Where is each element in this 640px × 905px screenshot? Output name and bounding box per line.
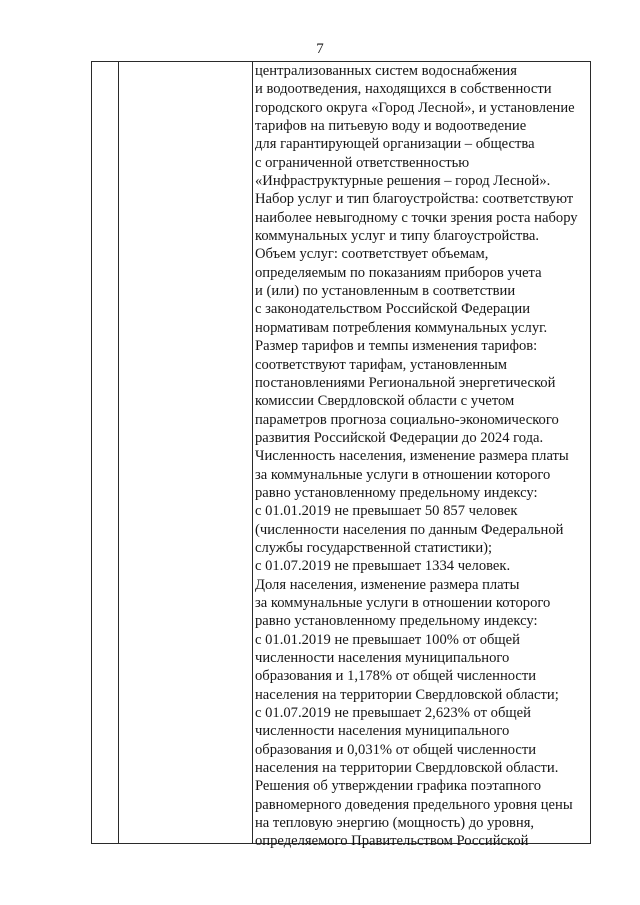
text-line: соответствуют тарифам, установленным — [255, 356, 508, 373]
text-line: тарифов на питьевую воду и водоотведение — [255, 118, 527, 135]
text-line: численности населения муниципального — [255, 650, 510, 666]
text-line: «Инфраструктурные решения – город Лесной». — [255, 173, 551, 190]
text-line: населения на территории Свердловской области. — [255, 760, 559, 777]
text-line: определяемым по показаниям приборов учета — [255, 264, 542, 281]
text-line: для гарантирующей организации – общества — [255, 136, 535, 153]
text-line: с 01.01.2019 не превышает 50 857 человек — [255, 503, 518, 520]
text-line: Решения об утверждении графика поэтапного — [255, 778, 542, 795]
text-line: Размер тарифов и темпы изменения тарифов: — [255, 338, 538, 355]
text-line: и (или) по установленным в соответствии — [255, 283, 516, 300]
text-line: наиболее невыгодному с точки зрения роста набору — [255, 209, 578, 226]
text-line: с 01.01.2019 не превышает 100% от общей — [255, 631, 520, 648]
text-line: развития Российской Федерации до 2024 года. — [255, 429, 544, 446]
document-table — [91, 61, 591, 850]
text-line: с законодательством Российской Федерации — [255, 301, 531, 318]
text-line: постановлениями Региональной энергетической — [255, 374, 556, 391]
text-line: образования и 0,031% от общей численности — [255, 741, 537, 758]
column-divider-2 — [252, 62, 253, 843]
text-line: комиссии Свердловской области с учетом — [255, 393, 515, 410]
text-line: параметров прогноза социально-экономического — [255, 411, 559, 428]
text-line: (численности населения по данным Федеральной — [255, 521, 564, 538]
text-line: коммунальных услуг и типу благоустройства. — [255, 228, 540, 245]
text-line: образования и 1,178% от общей численности — [255, 668, 537, 685]
text-line: нормативам потребления коммунальных услуг. — [255, 319, 548, 336]
text-line: Набор услуг и тип благоустройства: соответствуют — [255, 191, 574, 208]
text-line: населения на территории Свердловской области; — [255, 686, 559, 703]
page-number: 7 — [316, 41, 324, 57]
text-line: определяемого Правительством Российской — [255, 833, 529, 850]
text-line: численности населения муниципального — [255, 723, 510, 740]
text-line: и водоотведения, находящихся в собственности — [255, 81, 552, 98]
text-line: централизованных систем водоснабжения — [255, 63, 517, 79]
column-divider-1 — [118, 62, 119, 843]
text-line: на тепловую энергию (мощность) до уровня, — [255, 815, 535, 832]
text-line: за коммунальные услуги в отношении которого — [255, 594, 551, 611]
text-line: с 01.07.2019 не превышает 1334 человек. — [255, 558, 511, 575]
text-line: с ограниченной ответственностью — [255, 154, 470, 171]
text-line: за коммунальные услуги в отношении которого — [255, 466, 551, 483]
text-line: Доля населения, изменение размера платы — [255, 576, 520, 593]
text-line: Численность населения, изменение размера платы — [255, 448, 569, 465]
text-line: равно установленному предельному индексу: — [255, 484, 538, 501]
text-line: с 01.07.2019 не превышает 2,623% от общей — [255, 705, 531, 722]
text-line: равномерного доведения предельного уровня цены — [255, 796, 573, 813]
table-text-cell — [255, 62, 591, 851]
text-line: службы государственной статистики); — [255, 539, 493, 556]
text-line: равно установленному предельному индексу: — [255, 613, 538, 630]
text-line: Объем услуг: соответствует объемам, — [255, 246, 489, 263]
text-line: городского округа «Город Лесной», и установление — [255, 99, 575, 116]
